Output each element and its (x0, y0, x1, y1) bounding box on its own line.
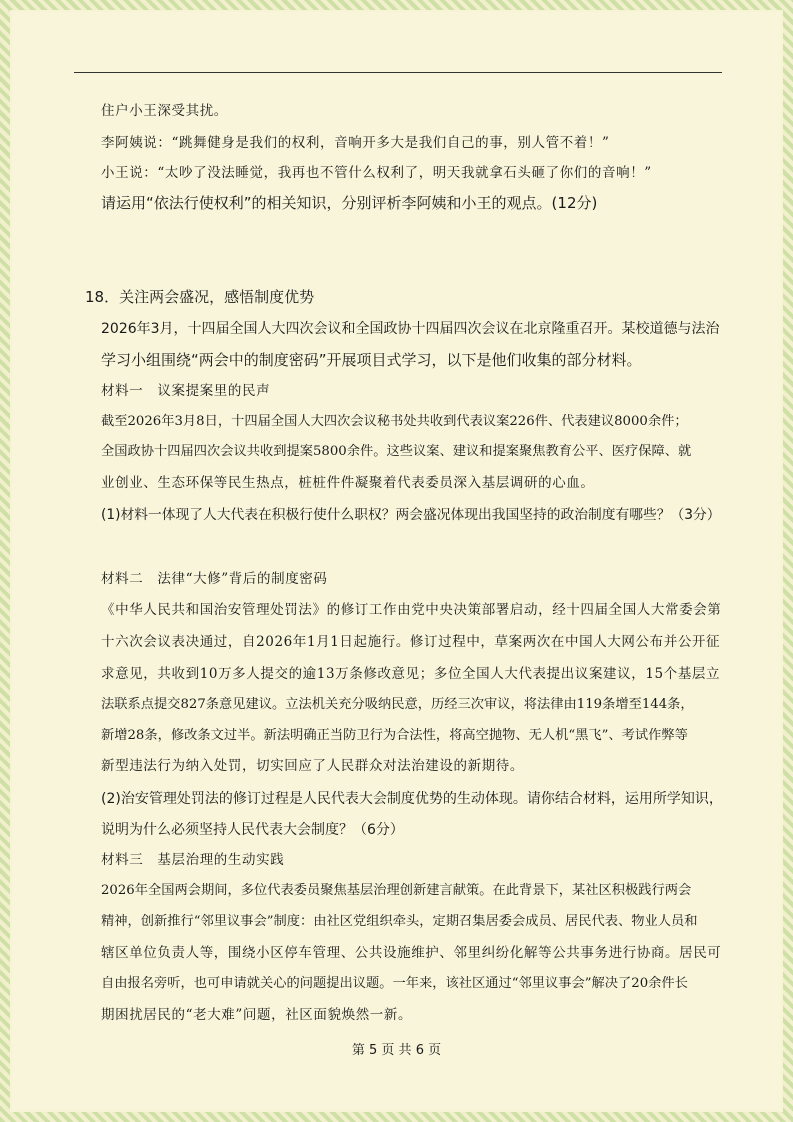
text-line: 住户小王深受其扰。 (101, 103, 228, 119)
document-page (12, 12, 781, 1110)
material-1-title: 材料一 议案提案里的民声 (101, 383, 271, 399)
sub-question-2: (2)治安管理处罚法的修订过程是人民代表大会制度优势的生动体现。请你结合材料，运用所学知识， (101, 791, 723, 807)
text-line: 全国政协十四届四次会议共收到提案5800余件。这些议案、建议和提案聚焦教育公平、医疗保障、就 (101, 444, 692, 459)
text-line: 新增28条，修改条文过半。新法明确正当防卫行为合法性，将高空抛物、无人机“黑飞”、考试作弊等 (101, 728, 688, 743)
material-3-title: 材料三 基层治理的生动实践 (101, 852, 285, 868)
page-footer: 第 5 页 共 6 页 (351, 1043, 442, 1058)
text-line: 学习小组围绕“两会中的制度密码”开展项目式学习，以下是他们收集的部分材料。 (101, 351, 642, 369)
text-line: 新型违法行为纳入处罚，切实回应了人民群众对法治建设的新期待。 (101, 758, 524, 774)
text-line: 李阿姨说：“跳舞健身是我们的权利，音响开多大是我们自己的事，别人管不着！” (101, 135, 610, 151)
sub-question-1: (1)材料一体现了人大代表在积极行使什么职权？两会盛况体现出我国坚持的政治制度有哪些？（3分） (101, 507, 721, 523)
text-line: 辖区单位负责人等，围绕小区停车管理、公共设施维护、邻里纠纷化解等公共事务进行协商。居民可 (101, 945, 722, 961)
text-line: 自由报名旁听，也可申请就关心的问题提出议题。一年来，该社区通过“邻里议事会”解决了20余件长 (101, 976, 688, 991)
text-line: 截至2026年3月8日，十四届全国人大四次会议秘书处共收到代表议案226件、代表建议8000余件； (101, 414, 688, 429)
text-line: 小王说：“太吵了没法睡觉，我再也不管什么权利了，明天我就拿石头砸了你们的音响！” (101, 165, 652, 181)
question-prompt: 请运用“依法行使权利”的相关知识，分别评析李阿姨和小王的观点。(12分) (101, 194, 598, 212)
text-line: 《中华人民共和国治安管理处罚法》的修订工作由党中央决策部署启动，经十四届全国人大常委会第 (101, 602, 722, 618)
text-line: 精神，创新推行“邻里议事会”制度：由社区党组织牵头，定期召集居委会成员、居民代表、物业人员和 (101, 914, 698, 929)
sub-question-2-cont: 说明为什么必须坚持人民代表大会制度？（6分） (101, 822, 404, 838)
question-18-title: 18．关注两会盛况，感悟制度优势 (85, 288, 315, 306)
text-line: 2026年3月，十四届全国人大四次会议和全国政协十四届四次会议在北京隆重召开。某校道德与法治 (101, 321, 720, 337)
material-2-title: 材料二 法律“大修”背后的制度密码 (101, 571, 328, 587)
text-line: 期困扰居民的“老大难”问题，社区面貌焕然一新。 (101, 1007, 413, 1023)
text-line: 业创业、生态环保等民生热点，桩桩件件凝聚着代表委员深入基层调研的心血。 (101, 475, 595, 491)
text-line: 求意见，共收到10万多人提交的逾13万条修改意见；多位全国人大代表提出议案建议，15个基层立 (101, 666, 721, 682)
text-line: 法联系点提交827条意见建议。立法机关充分吸纳民意，历经三次审议，将法律由119条增至144条， (101, 697, 694, 712)
text-line: 十六次会议表决通过，自2026年1月1日起施行。修订过程中，草案两次在中国人大网公布并公开征 (101, 634, 721, 650)
text-line: 2026年全国两会期间，多位代表委员聚焦基层治理创新建言献策。在此背景下，某社区积极践行两会 (101, 883, 692, 898)
header-divider (74, 72, 722, 73)
